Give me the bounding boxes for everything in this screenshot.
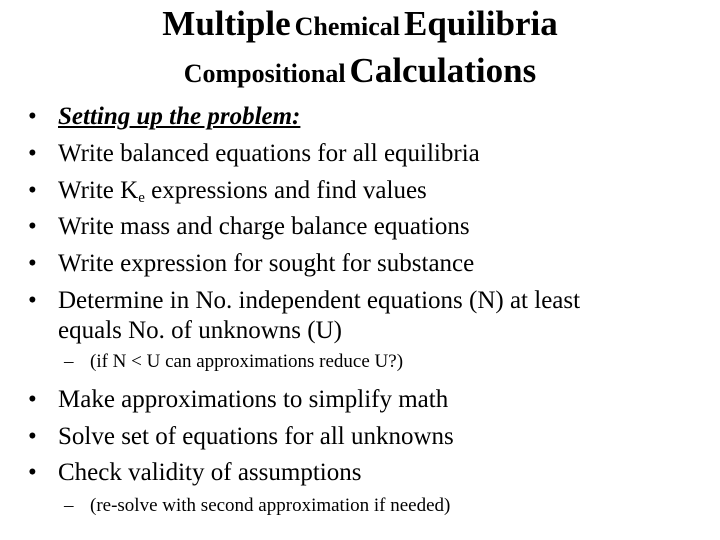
bullet-dot: • bbox=[28, 213, 37, 240]
sub-bullet-approximations: (if N < U can approximations reduce U?) bbox=[90, 351, 404, 372]
sub-bullet-re-solve: (re-solve with second approximation if needed) bbox=[90, 495, 451, 516]
bullet-independent-equations-continuation: equals No. of unknowns (U) bbox=[58, 317, 342, 344]
k-expression-pre: Write K bbox=[58, 177, 139, 204]
bullet-sought-substance: Write expression for sought for substance bbox=[58, 250, 475, 277]
bullet-setting-up: Setting up the problem: bbox=[58, 103, 301, 130]
k-expression-post: expressions and find values bbox=[144, 177, 427, 204]
title-word-compositional: Compositional bbox=[183, 59, 346, 88]
bullet-dot: • bbox=[28, 287, 37, 314]
title-word-multiple: Multiple bbox=[162, 4, 291, 43]
bullet-dot: • bbox=[28, 459, 37, 486]
bullet-dot: • bbox=[28, 103, 37, 130]
bullet-dot: • bbox=[28, 177, 37, 204]
title-word-calculations: Calculations bbox=[349, 51, 537, 90]
sub-bullet-dash: – bbox=[64, 351, 74, 372]
title-word-equilibria: Equilibria bbox=[404, 4, 558, 43]
bullet-solve-equations: Solve set of equations for all unknowns bbox=[58, 423, 454, 450]
bullet-check-validity: Check validity of assumptions bbox=[58, 459, 362, 486]
bullet-mass-charge-balance: Write mass and charge balance equations bbox=[58, 213, 470, 240]
bullet-dot: • bbox=[28, 423, 37, 450]
bullet-dot: • bbox=[28, 386, 37, 413]
bullet-make-approximations: Make approximations to simplify math bbox=[58, 386, 449, 413]
bullet-dot: • bbox=[28, 140, 37, 167]
bullet-k-expressions bbox=[58, 178, 427, 206]
bullet-independent-equations: Determine in No. independent equations (N) at least bbox=[58, 287, 581, 314]
bullet-dot: • bbox=[28, 250, 37, 277]
sub-bullet-dash: – bbox=[64, 495, 74, 516]
bullet-balanced-equations: Write balanced equations for all equilibria bbox=[58, 140, 480, 167]
title-word-chemical: Chemical bbox=[294, 12, 401, 41]
k-expression-subscript: e bbox=[138, 189, 145, 206]
